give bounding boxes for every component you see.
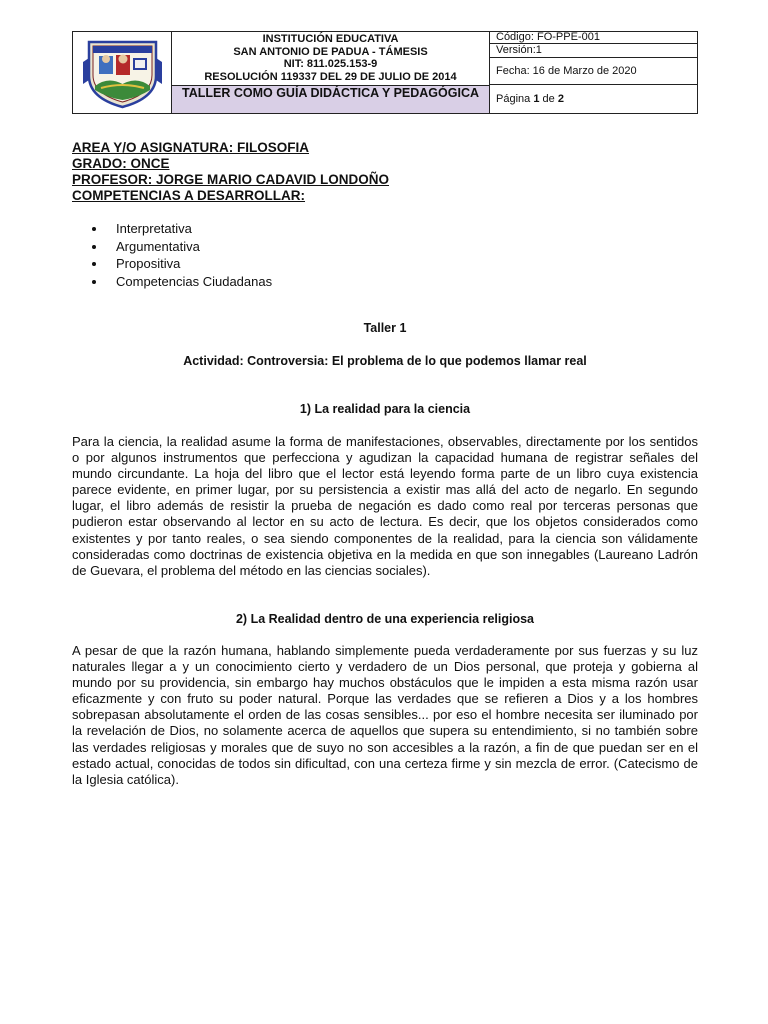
page-total: 2 — [557, 93, 564, 105]
document-title: TALLER COMO GUÍA DIDÁCTICA Y PEDAGÓGICA — [172, 85, 489, 113]
school-crest-icon — [73, 32, 172, 113]
document-code: Código: FO-PPE-001 — [490, 32, 697, 44]
page-indicator — [490, 85, 697, 113]
page-of-label: de — [542, 93, 555, 105]
subject-info — [72, 140, 672, 204]
section-2-heading: 2) La Realidad dentro de una experiencia religiosa — [235, 612, 534, 626]
activity-title: Actividad: Controversia: El problema de lo que podemos llamar real — [183, 354, 587, 368]
competencies-list — [92, 220, 492, 290]
page-number: 1 — [533, 93, 540, 105]
bullet-icon — [92, 227, 96, 231]
institution-info — [172, 32, 489, 85]
document-header-table — [72, 31, 698, 114]
subject-teacher: PROFESOR: JORGE MARIO CADAVID LONDOÑO — [72, 172, 390, 187]
workshop-title: Taller 1 — [363, 321, 407, 335]
section-2-text: A pesar de que la razón humana, hablando simplemente pueda verdaderamente por sus fuerzas y su luz naturales llegar a y un conocimiento cierto y verdadero de un Dios personal, que proteja y gobierna al mundo por su providencia, sin embargo hay muchos obstáculos que le impiden a esta misma razón usar eficazmente y con fruto su poder natural. Porque las verdades que se refieren a Dios y a los hombres sobrepasan absolutamente el orden de las cosas sensibles... por eso el hombre necesita ser iluminado por la revelación de Dios, no solamente acerca de aquellos que supera su entendimiento, si no también sobre las verdades religiosas y morales que de suyo no son accesibles a la razón, a fin de que puedan ser en el estado actual, conocidas de todos sin dificultad, con una certeza firme y sin mezcla de error. (Catecismo de la Iglesia católica). — [72, 643, 698, 787]
list-item: Competencias Ciudadanas — [92, 273, 492, 291]
list-item: Argumentativa — [92, 238, 492, 256]
document-version: Versión:1 — [490, 44, 697, 58]
document-date: Fecha: 16 de Marzo de 2020 — [490, 58, 697, 85]
list-item: Interpretativa — [92, 220, 492, 238]
institution-nit: NIT: 811.025.153-9 — [283, 58, 378, 70]
subject-competencies-heading: COMPETENCIAS A DESARROLLAR: — [72, 188, 306, 203]
logo-cell — [73, 32, 172, 113]
list-item: Propositiva — [92, 255, 492, 273]
institution-location: SAN ANTONIO DE PADUA - TÁMESIS — [233, 45, 428, 58]
section-1-text: Para la ciencia, la realidad asume la forma de manifestaciones, observables, directamente por los sentidos o por algunos instrumentos que perfecciona y agudizan la capacidad humana de registrar señales del mundo circundante. La hoja del libro que el lector está leyendo forma parte de un libro cuya existencia parece evidente, en primer lugar, por su persistencia a existir mas allá del acto de negarlo. En segundo lugar, el libro además de resistir la prueba de negación es dado como real por terceras personas que pudieron estar observando al lector en su acto de lectura. Es decir, que los objetos considerados como existentes y por tanto reales, o sea siendo componentes de la realidad, para la ciencia son válidamente consideradas como doctrinas de existencia objetiva en la medida en que son innegables (Laureano Ladrón de Guevara, el problema del método en las ciencias sociales). — [72, 434, 698, 578]
institution-cell — [172, 32, 490, 113]
institution-resolution: RESOLUCIÓN 119337 DEL 29 DE JULIO DE 2014 — [204, 70, 457, 83]
institution-name: INSTITUCIÓN EDUCATIVA — [262, 33, 399, 45]
subject-area: AREA Y/O ASIGNATURA: FILOSOFIA — [72, 140, 310, 155]
document-meta-cell — [490, 32, 697, 113]
bullet-icon — [92, 280, 96, 284]
section-1-heading: 1) La realidad para la ciencia — [299, 402, 471, 416]
bullet-icon — [92, 262, 96, 266]
subject-grade: GRADO: ONCE — [72, 156, 170, 171]
page-label: Página — [496, 93, 531, 105]
bullet-icon — [92, 245, 96, 249]
